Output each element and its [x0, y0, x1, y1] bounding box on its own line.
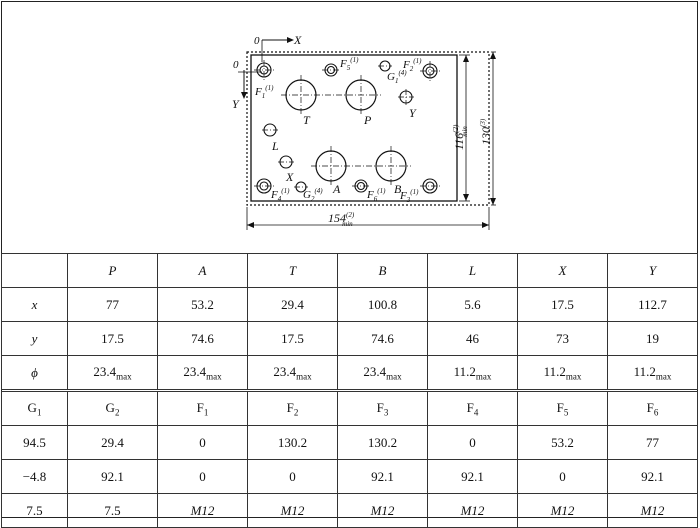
table-header-cell: T — [248, 254, 338, 288]
table-cell: M12 — [158, 494, 248, 528]
table-cell: M12 — [608, 494, 698, 528]
table-header-cell: $F_6$ — [608, 391, 698, 426]
table-cell: 0 — [158, 426, 248, 460]
width-dimension: 154$^{(2)}$ min — [328, 211, 355, 228]
mounting-surface-drawing — [0, 0, 697, 253]
table-cell: $23.4_{max}$ — [248, 356, 338, 391]
hole-f5-label: $F_5^{(1)}$ — [340, 56, 359, 72]
origin-top-label: 0 — [254, 35, 260, 47]
table-cell: 17.5 — [518, 288, 608, 322]
table-cell: M12 — [428, 494, 518, 528]
table-cell: $23.4_{max}$ — [338, 356, 428, 391]
table-cell: 29.4 — [68, 426, 158, 460]
table-cell: 0 — [428, 426, 518, 460]
hole-f6-label: $F_6^{(1)}$ — [367, 187, 386, 203]
table-cell: 53.2 — [158, 288, 248, 322]
table-header-cell: X — [518, 254, 608, 288]
outer-height-dimension: 130$^{(3)}$ — [479, 118, 493, 145]
table-cell: M12 — [338, 494, 428, 528]
row-label: y — [2, 322, 68, 356]
hole-g2-label: $G_2^{(4)}$ — [303, 187, 323, 203]
table-cell: 77 — [608, 426, 698, 460]
table-cell: 53.2 — [518, 426, 608, 460]
port-l-label: L — [272, 139, 279, 153]
table-cell: −4.8 — [2, 460, 68, 494]
x-axis-label: X — [294, 33, 302, 47]
table-header-cell: B — [338, 254, 428, 288]
port-y-label: Y — [409, 106, 416, 120]
table-cell: 130.2 — [338, 426, 428, 460]
port-b-label: B — [394, 182, 402, 196]
table-cell: 7.5 — [2, 494, 68, 528]
hole-f1-label: $F_1^{(1)}$ — [255, 84, 274, 100]
hole-f2-label: $F_2^{(1)}$ — [403, 57, 422, 73]
table-row — [2, 322, 698, 356]
table-header-cell: Y — [608, 254, 698, 288]
table-cell: 112.7 — [608, 288, 698, 322]
table-cell: M12 — [248, 494, 338, 528]
table-cell: 100.8 — [338, 288, 428, 322]
table-header-cell: $G_1$ — [2, 391, 68, 426]
table-cell: $11.2_{max}$ — [608, 356, 698, 391]
table-cell: 17.5 — [68, 322, 158, 356]
table-header-cell: A — [158, 254, 248, 288]
port-t-label: T — [303, 113, 310, 127]
origin-left-label: 0 — [233, 59, 239, 71]
table-cell: 92.1 — [428, 460, 518, 494]
hole-f4-label: $F_4^{(1)}$ — [271, 187, 290, 203]
table-cell: 74.6 — [338, 322, 428, 356]
table-cell: 17.5 — [248, 322, 338, 356]
table-cell: 19 — [608, 322, 698, 356]
table-cell: 92.1 — [68, 460, 158, 494]
table-header-cell: $F_1$ — [158, 391, 248, 426]
table-cell: $23.4_{max}$ — [158, 356, 248, 391]
table-header-cell: L — [428, 254, 518, 288]
table-header-cell: $F_5$ — [518, 391, 608, 426]
table-cell: $11.2_{max}$ — [518, 356, 608, 391]
table-cell: 74.6 — [158, 322, 248, 356]
table-cell: 77 — [68, 288, 158, 322]
table-header-row — [2, 254, 698, 288]
table-row — [2, 288, 698, 322]
table-cell: 29.4 — [248, 288, 338, 322]
table-header-cell: $F_3$ — [338, 391, 428, 426]
table-header-row — [2, 391, 698, 426]
port-x-label: X — [286, 170, 294, 184]
port-a-label: A — [333, 182, 341, 196]
table-header-cell: $F_4$ — [428, 391, 518, 426]
hole-g1-label: $G_1^{(4)}$ — [387, 69, 407, 85]
table-cell: 5.6 — [428, 288, 518, 322]
y-axis-label: Y — [232, 97, 239, 111]
inner-height-dimension: 116$^{(2)}$min — [452, 124, 469, 150]
table-header-cell: $G_2$ — [68, 391, 158, 426]
table-cell: $11.2_{max}$ — [428, 356, 518, 391]
table-row — [2, 426, 698, 460]
table-header-cell: P — [68, 254, 158, 288]
table-cell: $23.4_{max}$ — [68, 356, 158, 391]
table-cell: M12 — [518, 494, 608, 528]
table-row — [2, 494, 698, 528]
table-cell: 94.5 — [2, 426, 68, 460]
port-p-label: P — [364, 113, 372, 127]
table-cell: 0 — [518, 460, 608, 494]
table-header-cell: $F_2$ — [248, 391, 338, 426]
table-cell: 46 — [428, 322, 518, 356]
table-cell: 92.1 — [608, 460, 698, 494]
row-label: x — [2, 288, 68, 322]
table-cell: 92.1 — [338, 460, 428, 494]
table-row — [2, 356, 698, 391]
table-header-cell — [2, 254, 68, 288]
hole-f3-label: $F_3^{(1)}$ — [400, 188, 419, 204]
table-cell: 0 — [158, 460, 248, 494]
row-label: ϕ — [2, 356, 68, 391]
table-cell: 0 — [248, 460, 338, 494]
table-cell: 130.2 — [248, 426, 338, 460]
table-cell: 7.5 — [68, 494, 158, 528]
table-cell: 73 — [518, 322, 608, 356]
dimensions-table — [1, 253, 698, 528]
table-row — [2, 460, 698, 494]
